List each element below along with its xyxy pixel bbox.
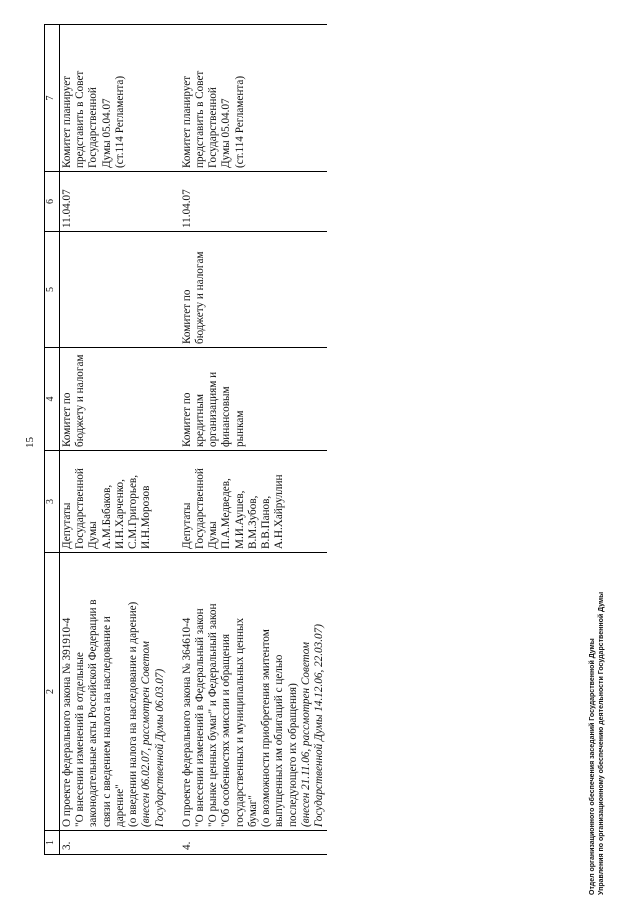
column-number: 1 xyxy=(45,831,60,855)
author-line: Государственной xyxy=(74,468,87,549)
column-number: 2 xyxy=(45,553,60,831)
bill-text-line: связи с введением налога на наследование и xyxy=(100,616,113,827)
table-row xyxy=(180,25,327,855)
page-number: 15 xyxy=(24,437,36,448)
committee-line: Комитет по xyxy=(61,392,73,447)
row-number: 3. xyxy=(60,831,168,855)
author-line: Думы xyxy=(207,521,220,549)
plan-line: представить в Совет xyxy=(74,70,87,168)
author-line: С.М.Григорьев, xyxy=(127,475,140,549)
row-spacer xyxy=(168,25,180,855)
column-number: 5 xyxy=(45,232,60,348)
author-line: Депутаты xyxy=(61,502,73,549)
co-executor-line: бюджету и налогам xyxy=(193,251,206,344)
author-line: М.И.Аушев, xyxy=(233,490,246,549)
review-date: 11.04.07 xyxy=(180,172,327,232)
bill-text-line: (о введении налога на наследование и дарение) xyxy=(127,601,140,827)
co-executor-line: Комитет по xyxy=(180,289,193,344)
bill-text-line: законодательные акты Российской Федерации в xyxy=(87,599,100,827)
bill-authors xyxy=(180,451,327,553)
bill-description xyxy=(60,553,168,831)
plan-note xyxy=(60,25,168,172)
author-line: Думы xyxy=(87,521,100,549)
co-executor-committee xyxy=(180,232,327,348)
plan-line: представить в Совет xyxy=(193,70,206,168)
column-number: 6 xyxy=(45,172,60,232)
author-line: Депутаты xyxy=(180,502,193,549)
agenda-table xyxy=(44,24,327,855)
bill-text-line: выпущенных им облигаций с целью xyxy=(273,654,286,827)
column-number: 7 xyxy=(45,25,60,172)
plan-line: (ст.114 Регламента) xyxy=(113,75,126,168)
author-line: В.В.Панов, xyxy=(260,495,273,549)
committee-line: Комитет по xyxy=(180,392,193,447)
bill-description xyxy=(180,553,327,831)
bill-text-line: государственных и муниципальных ценных xyxy=(233,617,246,827)
bill-authors xyxy=(60,451,168,553)
column-number: 3 xyxy=(45,451,60,553)
author-line: А.М.Бабаков, xyxy=(100,484,113,549)
column-number-row xyxy=(45,25,60,855)
row-number: 4. xyxy=(180,831,327,855)
plan-line: (ст.114 Регламента) xyxy=(233,75,246,168)
bill-text-line: дарение" xyxy=(113,784,126,827)
author-line: И.Н.Харченко, xyxy=(113,479,126,549)
bill-note-line: Государственной Думы 14.12.06, 22.03.07) xyxy=(312,624,325,827)
plan-note xyxy=(180,25,327,172)
author-line: И.Н.Морозов xyxy=(140,485,153,549)
bill-text-line: "О внесении изменений в Федеральный закон xyxy=(193,608,206,827)
committee-line: рынкам xyxy=(233,410,246,447)
footer-line: Отдел организационного обеспечения заседаний Государственной Думы xyxy=(589,638,596,895)
table-row xyxy=(60,25,168,855)
bill-text-line: О проекте федерального закона № 391910-4 xyxy=(61,617,73,827)
co-executor-committee xyxy=(60,232,168,348)
bill-text-line: "О рынке ценных бумаг" и Федеральный закон xyxy=(207,603,220,827)
plan-line: Комитет планирует xyxy=(61,75,73,168)
bill-text-line: "Об особенностях эмиссии и обращения xyxy=(220,634,233,827)
bill-text-line: О проекте федерального закона № 364610-4 xyxy=(180,617,193,827)
bill-note-line: (внесен 21.11.06, рассмотрен Советом xyxy=(299,641,312,827)
bill-text-line: последующего их обращения) xyxy=(286,683,299,827)
agenda-table-container xyxy=(44,25,325,855)
bill-note-line: Государственной Думы 06.03.07) xyxy=(153,668,166,827)
author-line: В.М.Зубов, xyxy=(246,495,259,549)
bill-text-line: (о возможности приобретения эмитентом xyxy=(260,629,273,827)
footer-department xyxy=(588,565,606,895)
committee-line: кредитным xyxy=(193,394,206,447)
plan-line: Думы 05.04.07 xyxy=(100,98,113,168)
author-line: А.Н.Хайруллин xyxy=(273,474,286,549)
plan-line: Государственной xyxy=(207,87,220,168)
plan-line: Думы 05.04.07 xyxy=(220,98,233,168)
column-number: 4 xyxy=(45,348,60,451)
plan-line: Государственной xyxy=(87,87,100,168)
author-line: П.А.Медведев, xyxy=(220,478,233,549)
review-date: 11.04.07 xyxy=(60,172,168,232)
bill-text-line: "О внесении изменений в отдельные xyxy=(74,652,87,827)
responsible-committee xyxy=(60,348,168,451)
committee-line: организациям и xyxy=(207,371,220,447)
bill-note-line: (внесен 06.02.07, рассмотрен Советом xyxy=(140,641,153,827)
author-line: Государственной xyxy=(193,468,206,549)
committee-line: финансовым xyxy=(220,386,233,447)
footer-line: Управления по организационному обеспечению деятельности Государственной Думы xyxy=(598,591,606,895)
responsible-committee xyxy=(180,348,327,451)
bill-text-line: бумаг" xyxy=(246,795,259,827)
plan-line: Комитет планирует xyxy=(180,75,193,168)
committee-line: бюджету и налогам xyxy=(74,354,87,447)
